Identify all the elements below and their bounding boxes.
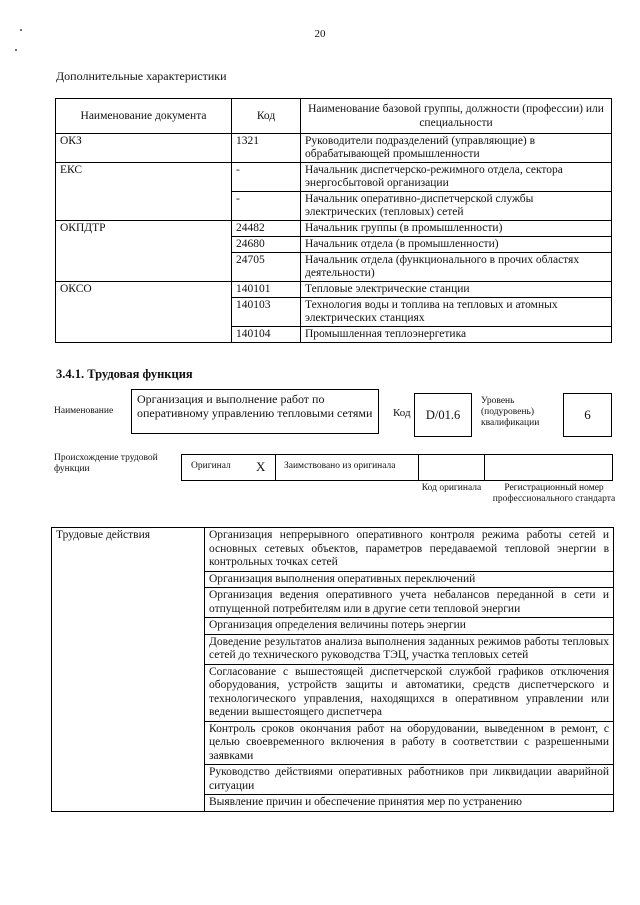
characteristics-table: [55, 98, 612, 343]
table-row: [56, 163, 612, 192]
level-box: [563, 393, 612, 437]
table-row: [56, 221, 612, 237]
code-label: Код: [393, 407, 411, 419]
function-code-value: D/01.6: [425, 408, 461, 422]
action-cell: Выявление причин и обеспечение принятия мер по устранению: [205, 795, 614, 812]
code-cell: 140103: [232, 298, 301, 327]
doc-cell: ОКСО: [56, 282, 232, 343]
column-header: Наименование документа: [56, 99, 232, 134]
function-name-value: Организация и выполнение работ по оперативному управлению тепловыми сетями: [137, 392, 373, 420]
doc-cell: ОКЗ: [56, 134, 232, 163]
name-cell: Руководители подразделений (управляющие) в обрабатывающей промышленности: [301, 134, 612, 163]
original-box: [181, 454, 276, 481]
original-code-box: [418, 454, 485, 481]
borrowed-label: Заимствовано из оригинала: [284, 461, 396, 471]
action-cell: Контроль сроков окончания работ на оборудовании, выведенном в ремонт, с целью своевременного включения в работу в соответствии с разрешенными заявками: [205, 721, 614, 765]
name-label: Наименование: [54, 406, 114, 416]
scan-speck: [15, 49, 17, 51]
level-value: 6: [584, 407, 591, 422]
reg-number-label: Регистрационный номер профессионального стандарта: [492, 483, 616, 504]
doc-cell: ОКПДТР: [56, 221, 232, 282]
action-cell: Согласование с вышестоящей диспетчерской службой графиков отключения оборудования, устройств защиты и автоматики, средств диспетчерского и технологического управления, находящихся в оперативном управлении или ведении вышестоящего диспетчера: [205, 664, 614, 721]
name-cell: Начальник группы (в промышленности): [301, 221, 612, 237]
name-cell: Начальник отдела (функционального в прочих областях деятельности): [301, 253, 612, 282]
borrowed-box: [275, 454, 419, 481]
code-cell: -: [232, 192, 301, 221]
column-header: Наименование базовой группы, должности (профессии) или специальности: [301, 99, 612, 134]
name-cell: Начальник диспетчерско-режимного отдела, сектора энергосбытовой организации: [301, 163, 612, 192]
name-cell: Промышленная теплоэнергетика: [301, 327, 612, 343]
page-bottom-margin: [0, 838, 640, 905]
column-header: Код: [232, 99, 301, 134]
labor-function-title: 3.4.1. Трудовая функция: [56, 367, 193, 381]
code-cell: 24482: [232, 221, 301, 237]
action-cell: Руководство действиями оперативных работников при ликвидации аварийной ситуации: [205, 765, 614, 795]
name-cell: Технология воды и топлива на тепловых и атомных электрических станциях: [301, 298, 612, 327]
page-number: 20: [314, 28, 326, 40]
action-cell: Организация определения величины потерь энергии: [205, 618, 614, 635]
code-cell: 140104: [232, 327, 301, 343]
section-heading: Дополнительные характеристики: [56, 69, 227, 83]
function-name-box: [131, 389, 379, 434]
origin-label: Происхождение трудовой функции: [54, 453, 158, 474]
level-label: Уровень (подуровень) квалификации: [481, 396, 540, 428]
labor-actions-table: [51, 527, 614, 812]
name-cell: Начальник отдела (в промышленности): [301, 237, 612, 253]
table-row: [56, 134, 612, 163]
action-cell: Организация выполнения оперативных переключений: [205, 571, 614, 588]
scan-speck: [20, 29, 22, 31]
name-cell: Тепловые электрические станции: [301, 282, 612, 298]
name-cell: Начальник оперативно-диспетчерской службы электрических (тепловых) сетей: [301, 192, 612, 221]
table-row: [56, 282, 612, 298]
code-cell: 140101: [232, 282, 301, 298]
code-cell: 24705: [232, 253, 301, 282]
code-box: [414, 393, 472, 437]
table-row: [52, 528, 614, 572]
code-cell: -: [232, 163, 301, 192]
original-label: Оригинал: [191, 461, 231, 471]
labor-actions-label: Трудовые действия: [52, 528, 205, 812]
action-cell: Организация ведения оперативного учета небалансов переданной в сети и отпущенной потребителям или в другие сети тепловой энергии: [205, 588, 614, 618]
action-cell: Доведение результатов анализа выполнения заданных режимов работы тепловых сетей до технического руководства ТЭЦ, участка тепловых сетей: [205, 634, 614, 664]
doc-cell: ЕКС: [56, 163, 232, 221]
table-header-row: [56, 99, 612, 134]
action-cell: Организация непрерывного оперативного контроля режима работы сетей и основных сетевых объектов, параметров передаваемой тепловой энергии в контрольных точках сетей: [205, 528, 614, 572]
reg-number-box: [484, 454, 613, 481]
original-mark: X: [256, 459, 266, 474]
code-cell: 24680: [232, 237, 301, 253]
original-code-label: Код оригинала: [421, 483, 482, 493]
code-cell: 1321: [232, 134, 301, 163]
